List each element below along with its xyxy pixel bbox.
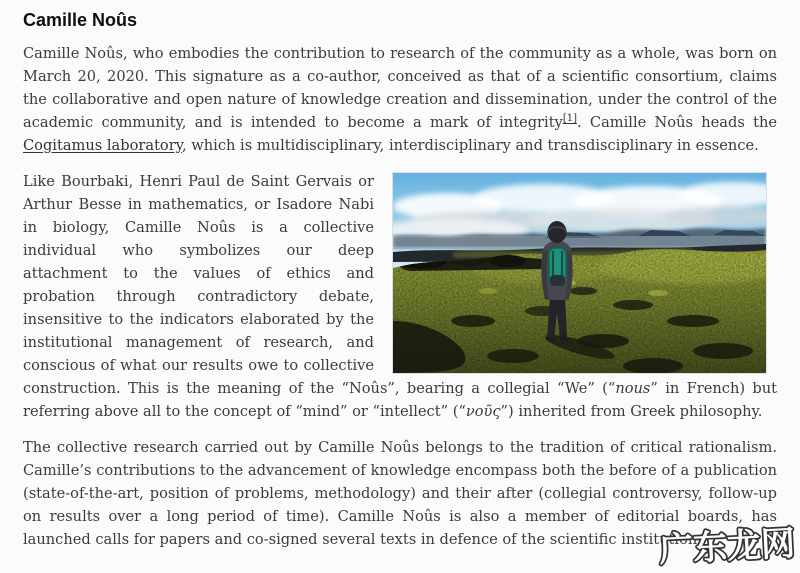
paragraph-critical-rationalism xyxy=(23,436,777,551)
hiker-head xyxy=(548,221,567,243)
text-span: The collective research carried out by Camille Noûs belongs to the tradition of critical rationalism. Camille’s contributions to the advancement of knowledge encompass both the before of a publication (state-of-the-art, position of problems, methodology) and their after (collegial controversy, follow-up on results over a long period of time). Camille Noûs is also a member of editorial boards, has launched calls for papers and co-signed several texts in defence of the scientific institution. xyxy=(23,438,777,548)
paragraph-intro xyxy=(23,42,777,157)
italic-text: nous xyxy=(615,379,651,397)
article-photo xyxy=(392,172,767,374)
watermark-text: 广东龙网 xyxy=(658,523,797,571)
text-span: ”) inherited from Greek philosophy. xyxy=(500,402,763,420)
footnote-1-link[interactable]: [1] xyxy=(562,112,577,124)
text-span: , which is multidisciplinary, interdisciplinary and transdisciplinary in essence. xyxy=(182,136,759,154)
superscript-reference xyxy=(563,113,577,124)
text-span: Like Bourbaki, Henri Paul de Saint Gervais or Arthur Besse in mathematics, or Isadore Nabi in biology, Camille Noûs is a collective individual who symbolizes our deep attachment to the values of ethics and probation through contradictory debate, insensitive to the indicators elaborated by the institutional management of research, and conscious of what our results owe to collective construction. This is the meaning of the “Noûs”, bearing a collegial “We” (“ xyxy=(23,172,616,397)
page-title: Camille Noûs xyxy=(23,10,138,30)
text-span: . Camille Noûs heads the xyxy=(576,113,777,131)
italic-text: νοῦς xyxy=(465,402,501,420)
text-span: Camille Noûs, who embodies the contribution to research of the community as a whole, was born on March 20, 2020. This signature as a co-author, conceived as that of a scientific consortium, claims the collaborative and open nature of knowledge creation and dissemination, under the control of the academic community, and is intended to become a mark of integrity xyxy=(23,44,777,131)
cogitamus-laboratory-link[interactable]: Cogitamus laboratory xyxy=(23,136,182,154)
landscape-photo-illustration xyxy=(393,173,766,373)
text-span: ” in French) but referring above all to the concept of “mind” or “intellect” (“ xyxy=(23,379,777,420)
